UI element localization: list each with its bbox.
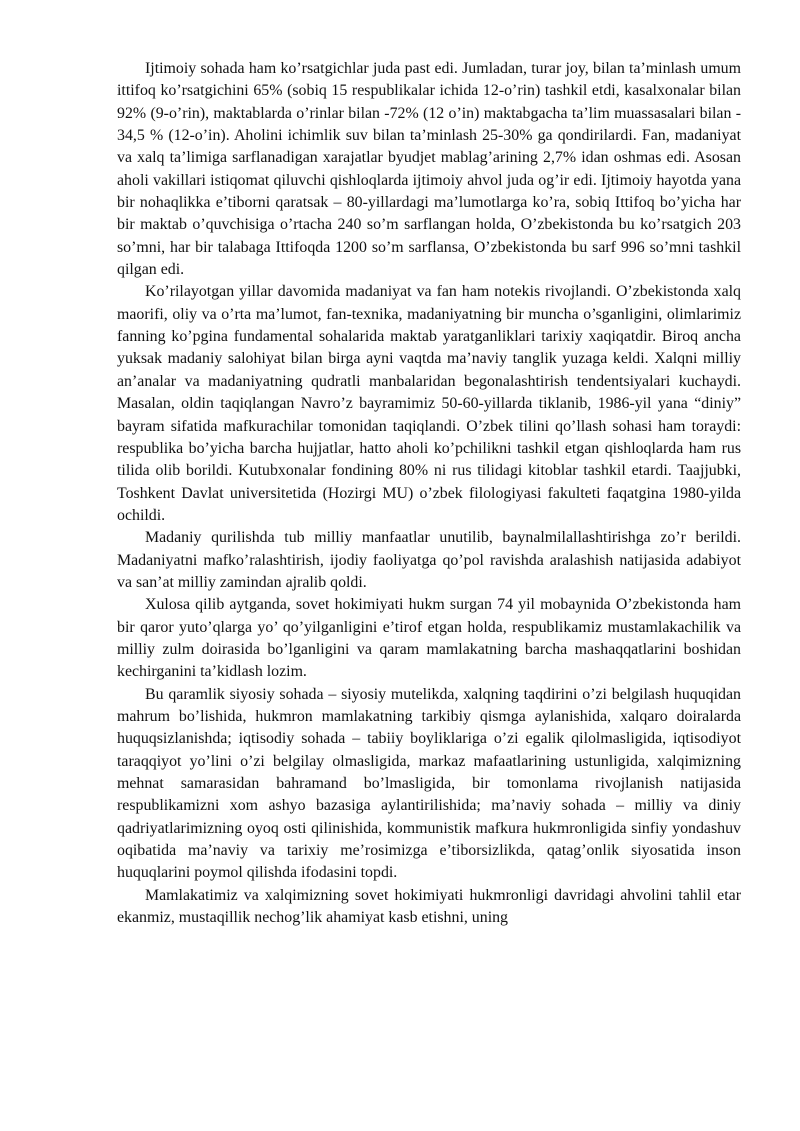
paragraph-culture-science: Ko’rilayotgan yillar davomida madaniyat va fan ham notekis rivojlandi. O’zbekistonda xalq maorifi, oliy va o’rta ma’lumot, fan-texnika, madaniyatning bir muncha o’sganligini, olimlarimiz fanning ko’pgina fundamental sohalarida maktab yaratganliklari tarixiy xaqiqatdir. Biroq ancha yuksak madaniy salohiyat bilan birga ayni vaqtda ma’naviy tanglik yuzaga keldi. Xalqni milliy an’analar va madaniyatning qudratli manbalaridan begonalashtirish tendentsiyalari kuchaydi. Masalan, oldin taqiqlangan Navro’z bayramimiz 50-60-yillarda tiklanib, 1986-yil yana “diniy” bayram sifatida mafkurachilar tomonidan taqiqlandi. O’zbek tilini qo’llash sohasi ham toraydi: respublika bo’yicha barcha hujjatlar, hatto aholi ko’pchilikni tashkil etgan qishloqlarda ham rus tilida olib borildi. Kutubxonalar fondining 80% ni rus tilidagi kitoblar tashkil etardi. Taajjubki, Toshkent Davlat universitetida (Hozirgi MU) o’zbek filologiyasi fakulteti faqatgina 1980-yilda ochildi. xyxy=(117,283,741,524)
paragraph-social-indicators: Ijtimoiy sohada ham ko’rsatgichlar juda past edi. Jumladan, turar joy, bilan ta’minlash umum ittifoq ko’rsatgichini 65% (sobiq 15 respublikalar ichida 12-o’rin) tashkil etdi, kasalxonalar bilan 92% (9-o’rin), maktablarda o’rinlar bilan -72% (12 o’in) maktabgacha ta’lim muassasalari bilan - 34,5 % (12-o’in). Aholini ichimlik suv bilan ta’minlash 25-30% ga qondirilardi. Fan, madaniyat va xalq ta’limiga sarflanadigan xarajatlar byudjet mablag’arining 2,7% idan oshmas edi. Asosan aholi vakillari istiqomat qiluvchi qishloqlarda ijtimoiy ahvol juda og’ir edi. Ijtimoiy hayotda yana bir nohaqlikka e’tiborni qaratsak – 80-yillardagi ma’lumotlarga ko’ra, sobiq Ittifoq bo’yicha har bir maktab o’quvchisiga o’rtacha 240 so’m sarflangan holda, O’zbekistonda bu ko’rsatgich 203 so’mni, har bir talabaga Ittifoqda 1200 so’m sarflansa, O’zbekistonda bu sarf 996 so’mni tashkil qilgan edi. xyxy=(117,60,741,279)
paragraph-dependency: Bu qaramlik siyosiy sohada – siyosiy mutelikda, xalqning taqdirini o’zi belgilash huquqidan mahrum bo’lishida, hukmron mamlakatning tarkibiy qismga aylanishida, xalqaro doiralarda huquqsizlanishda; iqtisodiy sohada – tabiiy boyliklariga o’zi egalik qilolmasligida, iqtisodiyot taraqqiyot yo’lini o’zi belgilay olmasligida, markaz mafaatlarining ustunligida, xalqimizning mehnat samarasidan bahramand bo’lmasligida, bir tomonlama rivojlanish natijasida respublikamizni xom ashyo bazasiga aylantirilishida; ma’naviy sohada – milliy va diniy qadriyatlarimizning oyoq osti qilinishida, kommunistik mafkura hukmronligida sinfiy yondashuv oqibatida ma’naviy va tarixiy me’rosimizga e’tiborsizlikda, qatag’onlik siyosatida inson huquqlarini poymol qilishda ifodasini topdi. xyxy=(117,685,741,882)
paragraph-independence: Mamlakatimiz va xalqimizning sovet hokimiyati hukmronligi davridagi ahvolini tahlil etar ekanmiz, mustaqillik nechog’lik ahamiyat kasb etishni, uning xyxy=(117,886,741,927)
paragraph-conclusion: Xulosa qilib aytganda, sovet hokimiyati hukm surgan 74 yil mobaynida O’zbekistonda ham bir qaror yuto’qlarga yo’ qo’yilganligini e’tirof etgan holda, respublikamiz mustamlakachilik va milliy zulm doirasida bo’lganligini va qaram mamlakatning barcha mashaqqatlarini boshidan kechirganini ta’kidlash lozim. xyxy=(117,596,741,681)
document-page xyxy=(117,58,741,929)
paragraph-cultural-construction: Madaniy qurilishda tub milliy manfaatlar unutilib, baynalmilallashtirishga zo’r berildi. Madaniyatni mafko’ralashtirish, ijodiy faoliyatga qo’pol ravishda aralashish natijasida adabiyot va san’at milliy zamindan ajralib qoldi. xyxy=(117,529,741,591)
